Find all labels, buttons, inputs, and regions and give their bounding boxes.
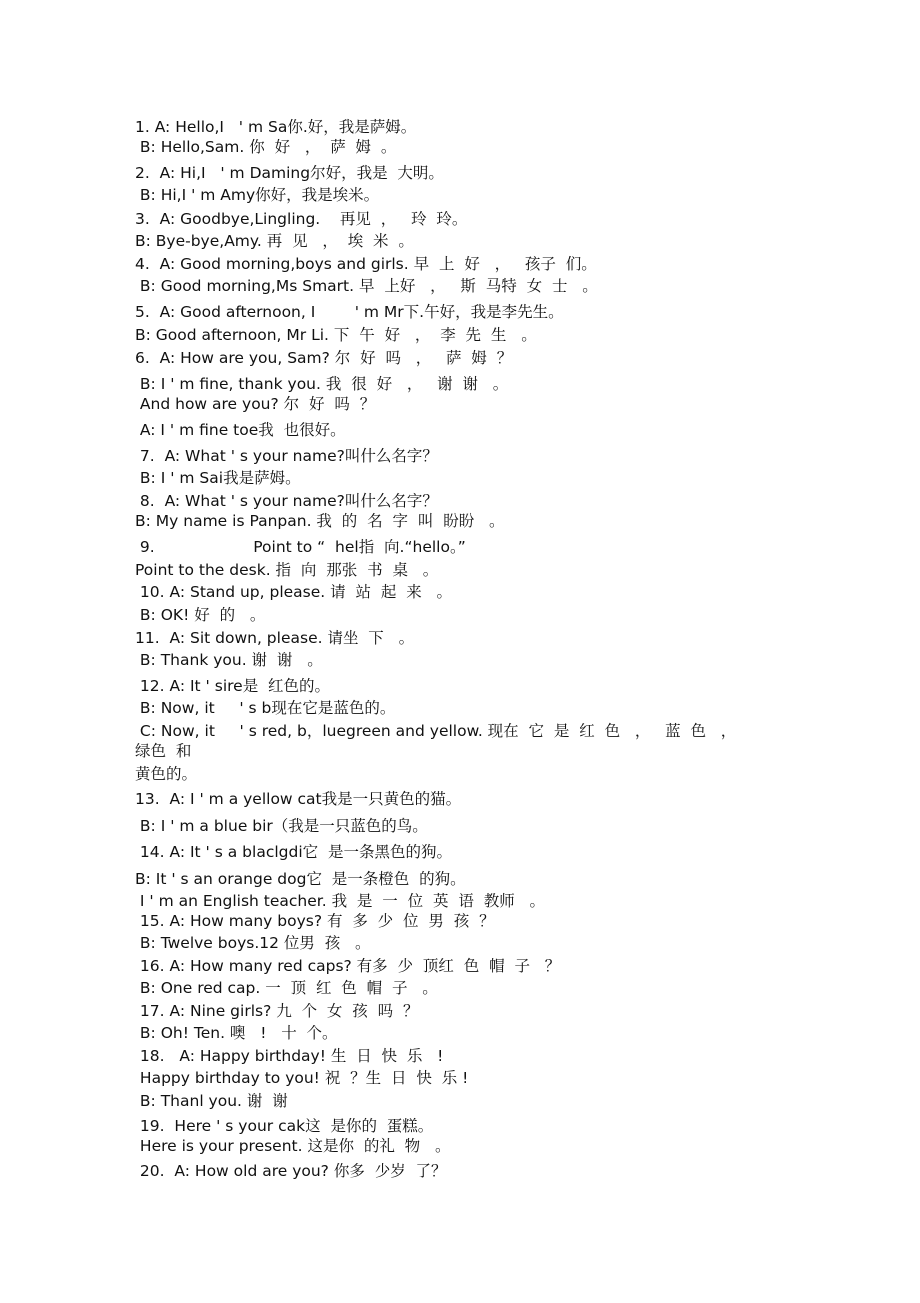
dialogue-line-13a: 13. A: I ' m a yellow cat我是一只黄色的猫。	[135, 790, 462, 808]
dialogue-line-5a: 5. A: Good afternoon, I ' m Mr下.午好，我是李先生。	[135, 303, 564, 321]
dialogue-line-18b: Happy birthday to you! 祝 ？生 日 快 乐 !	[135, 1069, 469, 1087]
dialogue-line-4a: 4. A: Good morning,boys and girls. 早 上 好 ， 孩子 们。	[135, 255, 597, 273]
dialogue-line-9b: Point to the desk. 指 向 那张 书 桌 。	[135, 561, 439, 579]
dialogue-line-19a: 19. Here ' s your cak这 是你的 蛋糕。	[135, 1117, 434, 1135]
dialogue-line-19b: Here is your present. 这是你 的礼 物 。	[135, 1137, 451, 1155]
dialogue-line-6a: 6. A: How are you, Sam? 尔 好 吗 ， 萨 姆 ？	[135, 349, 513, 367]
dialogue-line-1b: B: Hello,Sam. 你 好 ， 萨 姆 。	[135, 138, 397, 156]
dialogue-line-12d: 绿色 和	[135, 742, 192, 760]
dialogue-line-16a: 16. A: How many red caps? 有多 少 顶红 色 帽 子 ？	[135, 957, 561, 975]
dialogue-line-11a: 11. A: Sit down, please. 请坐 下 。	[135, 629, 415, 647]
dialogue-line-5b: B: Good afternoon, Mr Li. 下 午 好 ， 李 先 生 。	[135, 326, 537, 344]
dialogue-line-14b: B: It ' s an orange dog它 是一条橙色 的狗。	[135, 870, 466, 888]
dialogue-line-12a: 12. A: It ' sire是 红色的。	[135, 677, 331, 695]
dialogue-line-16b: B: One red cap. 一 顶 红 色 帽 子 。	[135, 979, 438, 997]
dialogue-line-7b: B: I ' m Sai我是萨姆。	[135, 469, 301, 487]
dialogue-line-7a: 7. A: What ' s your name?叫什么名字？	[135, 447, 438, 465]
dialogue-line-8b: B: My name is Panpan. 我 的 名 字 叫 盼盼 。	[135, 512, 505, 530]
dialogue-line-10a: 10. A: Stand up, please. 请 站 起 来 。	[135, 583, 452, 601]
dialogue-line-3b: B: Bye-bye,Amy. 再 见 ， 埃 米 。	[135, 232, 414, 250]
dialogue-line-17b: B: Oh! Ten. 噢 ! 十 个。	[135, 1024, 338, 1042]
dialogue-line-14a: 14. A: It ' s a blaclgdi它 是一条黑色的狗。	[135, 843, 452, 861]
dialogue-line-12e: 黄色的。	[135, 765, 198, 783]
dialogue-line-6b: B: I ' m fine, thank you. 我 很 好 ， 谢 谢 。	[135, 375, 509, 393]
dialogue-line-14c: I ' m an English teacher. 我 是 一 位 英 语 教师 。	[135, 892, 545, 910]
dialogue-line-4b: B: Good morning,Ms Smart. 早 上好 ， 斯 马特 女 士 。	[135, 277, 598, 295]
dialogue-line-15b: B: Twelve boys.12 位男 孩 。	[135, 934, 371, 952]
dialogue-line-3a: 3. A: Goodbye,Lingling. 再见 ， 玲 玲。	[135, 210, 468, 228]
dialogue-line-6c: And how are you? 尔 好 吗 ？	[135, 395, 376, 413]
dialogue-line-9a: 9. Point to “ hel指 向.“hello。”	[135, 538, 466, 556]
dialogue-line-10b: B: OK! 好 的 。	[135, 606, 266, 624]
dialogue-line-15a: 15. A: How many boys? 有 多 少 位 男 孩 ？	[135, 912, 495, 930]
dialogue-line-6d: A: I ' m fine toe我 也很好。	[135, 421, 346, 439]
dialogue-line-2b: B: Hi,I ' m Amy你好，我是埃米。	[135, 186, 380, 204]
dialogue-line-18c: B: Thanl you. 谢 谢	[135, 1092, 288, 1110]
dialogue-line-13b: B: I ' m a blue bir（我是一只蓝色的鸟。	[135, 817, 428, 835]
dialogue-line-12c: C: Now, it ' s red, b，luegreen and yellow. 现在 它 是 红 色 ， 蓝 色 ，	[135, 722, 737, 740]
dialogue-line-1a: 1. A: Hello,I ' m Sa你.好，我是萨姆。	[135, 118, 417, 136]
dialogue-line-8a: 8. A: What ' s your name?叫什么名字？	[135, 492, 438, 510]
dialogue-line-11b: B: Thank you. 谢 谢 。	[135, 651, 323, 669]
dialogue-line-20a: 20. A: How old are you? 你多 少岁 了？	[135, 1162, 447, 1180]
dialogue-line-18a: 18. A: Happy birthday! 生 日 快 乐 !	[135, 1047, 444, 1065]
dialogue-line-2a: 2. A: Hi,I ' m Daming尔好，我是 大明。	[135, 164, 444, 182]
dialogue-line-17a: 17. A: Nine girls? 九 个 女 孩 吗 ？	[135, 1002, 419, 1020]
dialogue-line-12b: B: Now, it ' s b现在它是蓝色的。	[135, 699, 396, 717]
